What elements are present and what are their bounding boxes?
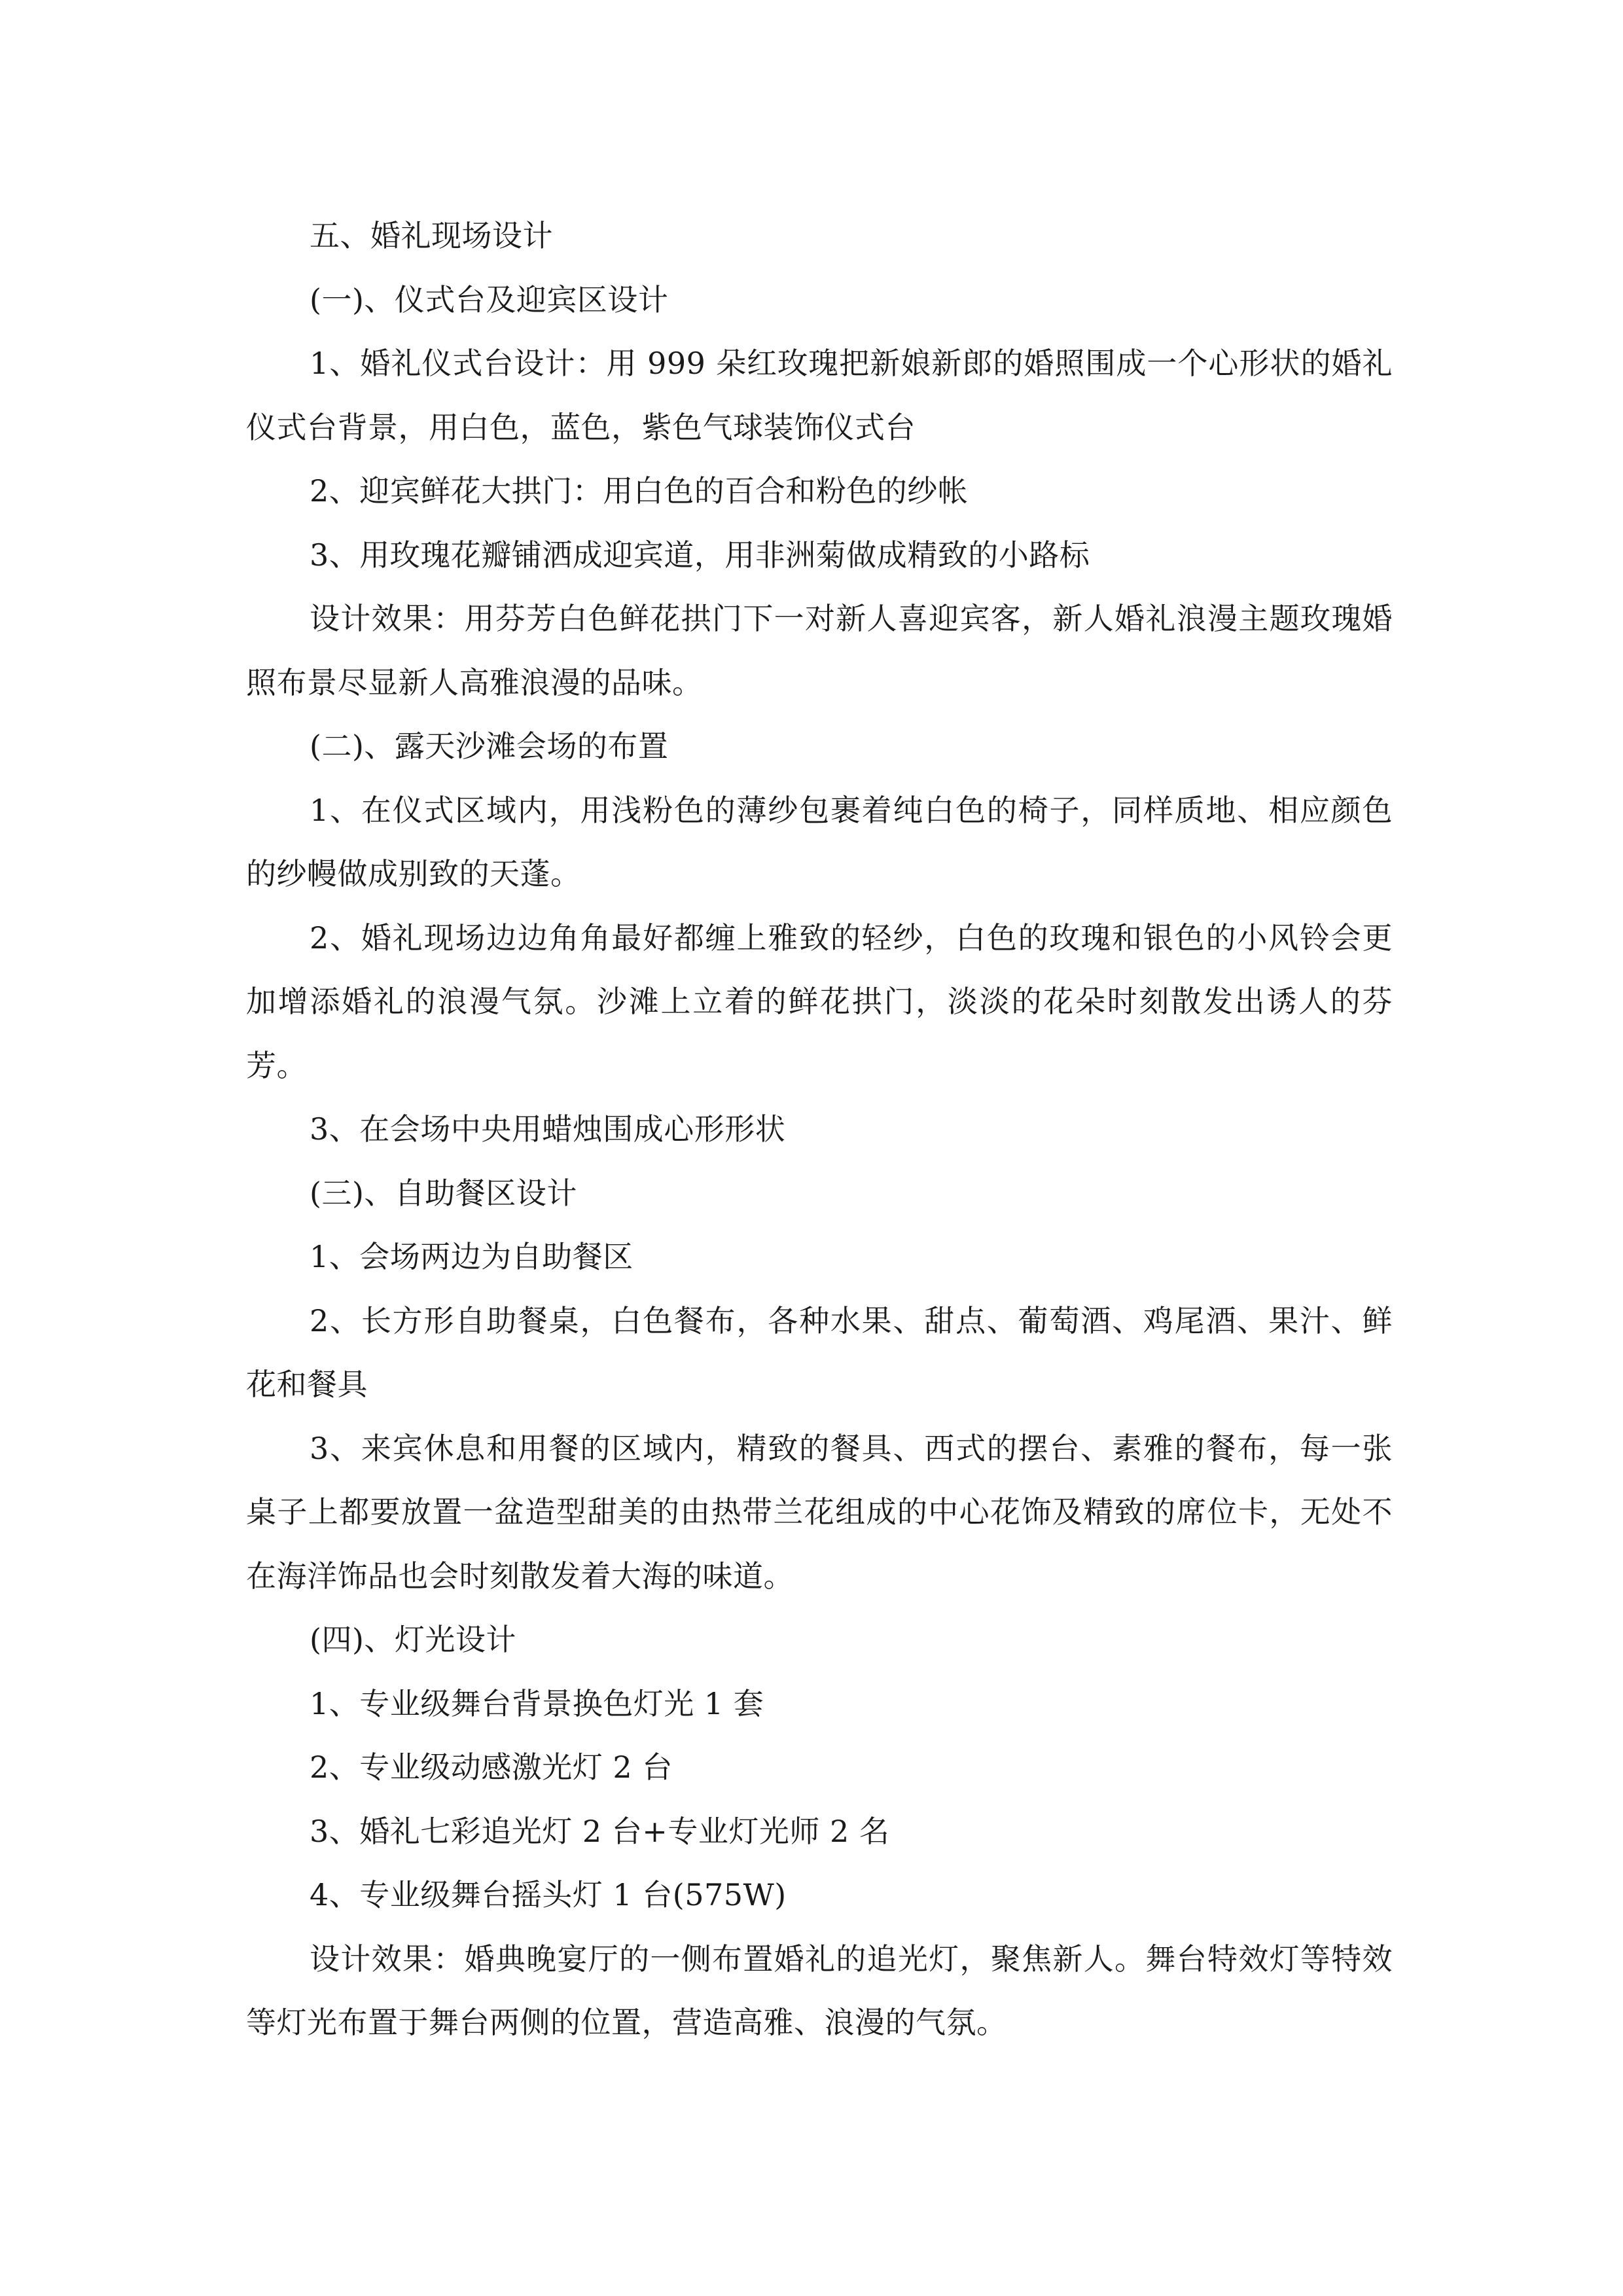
paragraph: 3、用玫瑰花瓣铺洒成迎宾道，用非洲菊做成精致的小路标 bbox=[310, 537, 1090, 573]
document-body bbox=[246, 204, 1393, 2055]
paragraph: 2、婚礼现场边边角角最好都缠上雅致的轻纱，白色的玫瑰和银色的小风铃会更加增添婚礼的浪漫气氛。沙滩上立着的鲜花拱门，淡淡的花朵时刻散发出诱人的芬芳。 bbox=[246, 920, 1393, 1083]
section-heading: 五、婚礼现场设计 bbox=[310, 218, 553, 253]
paragraph: 2、迎宾鲜花大拱门：用白色的百合和粉色的纱帐 bbox=[310, 473, 969, 509]
paragraph: 设计效果：婚典晚宴厅的一侧布置婚礼的追光灯，聚焦新人。舞台特效灯等特效等灯光布置于舞台两侧的位置，营造高雅、浪漫的气氛。 bbox=[246, 1941, 1393, 2040]
paragraph: 4、专业级舞台摇头灯 1 台(575W) bbox=[310, 1877, 787, 1912]
paragraph: 3、来宾休息和用餐的区域内，精致的餐具、西式的摆台、素雅的餐布，每一张桌子上都要放置一盆造型甜美的由热带兰花组成的中心花饰及精致的席位卡，无处不在海洋饰品也会时刻散发着大海的味道。 bbox=[246, 1430, 1393, 1594]
subsection-heading: (三)、自助餐区设计 bbox=[310, 1175, 577, 1211]
paragraph: 设计效果：用芬芳白色鲜花拱门下一对新人喜迎宾客，新人婚礼浪漫主题玫瑰婚照布景尽显新人高雅浪漫的品味。 bbox=[246, 601, 1393, 700]
paragraph: 1、在仪式区域内，用浅粉色的薄纱包裹着纯白色的椅子，同样质地、相应颜色的纱幔做成别致的天蓬。 bbox=[246, 792, 1393, 891]
paragraph: 1、会场两边为自助餐区 bbox=[310, 1239, 633, 1274]
paragraph: 1、婚礼仪式台设计：用 999 朵红玫瑰把新娘新郎的婚照围成一个心形状的婚礼仪式台背景，用白色，蓝色，紫色气球装饰仪式台 bbox=[246, 346, 1393, 445]
subsection-heading: (四)、灯光设计 bbox=[310, 1622, 516, 1657]
paragraph: 3、在会场中央用蜡烛围成心形形状 bbox=[310, 1111, 786, 1147]
subsection-heading: (一)、仪式台及迎宾区设计 bbox=[310, 281, 669, 317]
paragraph: 3、婚礼七彩追光灯 2 台+专业灯光师 2 名 bbox=[310, 1813, 890, 1849]
paragraph: 2、长方形自助餐桌，白色餐布，各种水果、甜点、葡萄酒、鸡尾酒、果汁、鲜花和餐具 bbox=[246, 1302, 1393, 1402]
subsection-heading: (二)、露天沙滩会场的布置 bbox=[310, 728, 669, 764]
paragraph: 1、专业级舞台背景换色灯光 1 套 bbox=[310, 1685, 764, 1721]
paragraph: 2、专业级动感激光灯 2 台 bbox=[310, 1749, 673, 1785]
